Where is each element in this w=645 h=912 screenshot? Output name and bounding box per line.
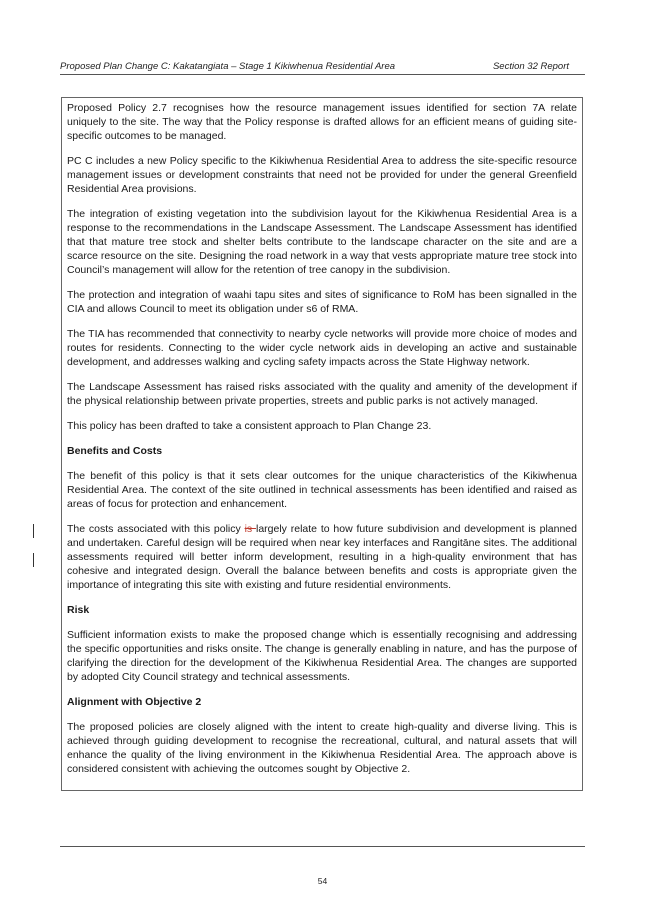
paragraph-benefits: The benefit of this policy is that it sets clear outcomes for the unique characteristics of the Kikiwhenua Residential Area. The context of the site outlined in technical assessments has been identified and raised as areas of focus for protection and enhancement.: [67, 470, 577, 510]
document-title: Proposed Plan Change C: Kakatangiata – Stage 1 Kikiwhenua Residential Area: [60, 61, 396, 72]
heading-benefits-costs: Benefits and Costs: [67, 445, 163, 457]
heading-risk: Risk: [67, 604, 90, 616]
page-number: 54: [317, 876, 328, 886]
tracked-deletion: is: [244, 523, 256, 535]
header-divider: [60, 74, 585, 75]
section-label: Section 32 Report: [492, 61, 569, 72]
paragraph-tia: The TIA has recommended that connectivity to nearby cycle networks will provide more choice of modes and routes for residents. Connecting to the wider cycle network aids in developing an active and sustainable development, and addresses walking and cycling safety impacts across the State Highway network.: [67, 328, 577, 368]
paragraph-waahi-tapu: The protection and integration of waahi tapu sites and sites of significance to RoM has been signalled in the CIA and allows Council to meet its obligation under s6 of RMA.: [67, 289, 577, 315]
paragraph-risk: Sufficient information exists to make the proposed change which is essentially recognising and addressing the specific opportunities and risks onsite. The change is generally enabling in nature, and has the purpose of clarifying the direction for the development of the Kikiwhenua Residential Area. The changes are supported by adopted City Council strategy and technical assessments.: [67, 629, 577, 683]
paragraph-costs: [67, 522, 577, 592]
footer-divider: [60, 846, 585, 847]
paragraph-vegetation: The integration of existing vegetation into the subdivision layout for the Kikiwhenua Residential Area is a response to the recommendations in the Landscape Assessment. The Landscape Assessment has identified that that mature tree stock and shelter belts contribute to the landscape character on the site and are a scarce resource on the site. Designing the road network in a way that vests appropriate mature tree stock into Council’s management will allow for the retention of tree canopy in the subdivision.: [67, 208, 577, 276]
change-bar-1: [33, 524, 34, 538]
paragraph-pcc-policy: PC C includes a new Policy specific to the Kikiwhenua Residential Area to address the site-specific resource management issues or development constraints that need not be provided for under the general Greenfield Residential Area provisions.: [67, 155, 577, 195]
paragraph-consistency: This policy has been drafted to take a consistent approach to Plan Change 23.: [67, 420, 432, 432]
paragraph-alignment: The proposed policies are closely aligned with the intent to create high-quality and diverse living. This is achieved through guiding development to recognise the recreational, cultural, and natural assets that will enhance the quality of the living environment in the Kikiwhenua Residential Area. The approach above is considered consistent with achieving the outcomes sought by Objective 2.: [67, 721, 577, 775]
paragraph-policy-intro: Proposed Policy 2.7 recognises how the resource management issues identified for section 7A relate uniquely to the site. The way that the Policy response is drafted allows for an efficient means of guiding site-specific outcomes to be managed.: [67, 102, 577, 142]
costs-text-rest: largely relate to how future subdivision and development is planned and undertaken. Careful design will be required when near key interfaces and Rangitāne sites. The additional assessments required will better inform development, resulting in a high-quality environment that has cohesive and integrated design. Overall the balance between benefits and costs is appropriate given the importance of integrating this site with existing and future residential environments.: [67, 523, 577, 591]
document-body: [67, 101, 577, 787]
paragraph-landscape-risk: The Landscape Assessment has raised risks associated with the quality and amenity of the development if the physical relationship between private properties, streets and public parks is not actively managed.: [67, 381, 577, 407]
costs-text-start: The costs associated with this policy: [67, 523, 245, 535]
heading-alignment: Alignment with Objective 2: [67, 696, 202, 708]
change-bar-2: [33, 553, 34, 567]
